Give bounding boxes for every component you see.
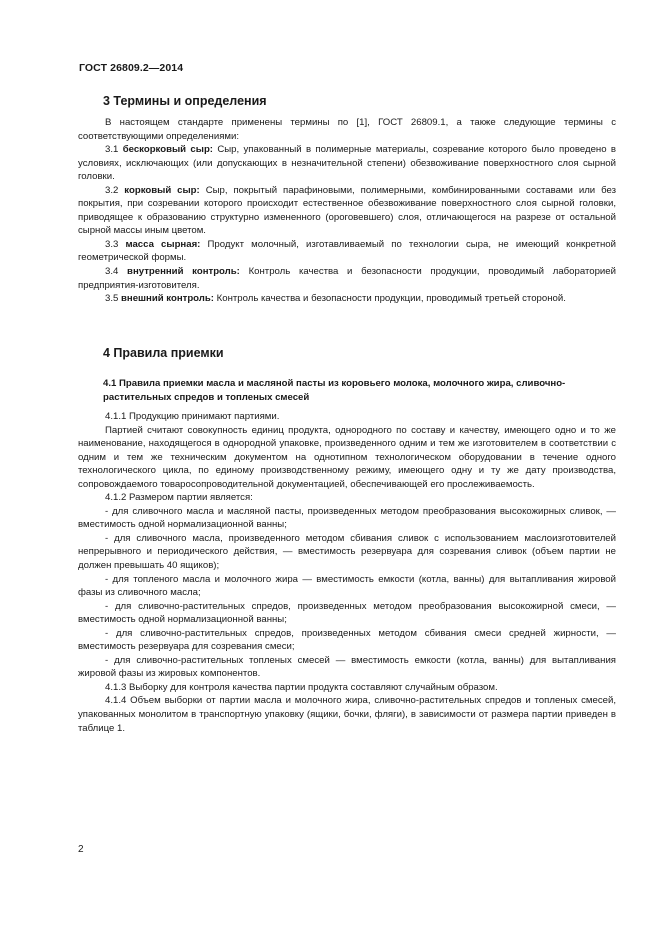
list-item: - для топленого масла и молочного жира — вместимость емкости (котла, ванны) для вытапливания жировой фазы из сливочного масла; (78, 573, 616, 599)
list-item: - для сливочно-растительных топленых смесей — вместимость емкости (котла, ванны) для вытапливания жировой фазы из жировых компонентов. (78, 654, 616, 680)
list-item: - для сливочного масла и масляной пасты, произведенных методом преобразования высокожирных сливок, — вместимость одной нормализационной ванны; (78, 505, 616, 531)
term-3-1 (78, 143, 616, 184)
section-3-intro: В настоящем стандарте применены термины по [1], ГОСТ 26809.1, а также следующие термины с соответствующими определениями: (78, 117, 616, 142)
term-number: 3.3 (105, 238, 119, 250)
subsection-4-1-heading: 4.1 Правила приемки масла и масляной пасты из коровьего молока, молочного жира, сливочно-растительных спредов и топленых смесей (103, 378, 566, 403)
list-item: - для сливочно-растительных спредов, произведенных методом сбивания смеси средней жирности, — вместимость резервуара для созревания смеси; (78, 627, 616, 653)
paragraph: 4.1.3 Выборку для контроля качества партии продукта составляют случайным образом. (105, 681, 498, 693)
paragraph: Партией считают совокупность единиц продукта, однородного по составу и качеству, имеющего одно и то же наименование, находящегося в однородной упаковке, произведенного одним и тем же изготовителем в соответствии с одним и тем же техническим документом на однотипном технологическом оборудовании в течение одного технологического цикла, по единому производственному режиму, имеющего одну и ту же дату производства, сопровождаемого товаросопроводительной документацией, обеспечивающей его прослеживаемость. (78, 424, 616, 490)
section-3-body (78, 116, 616, 306)
paragraph: 4.1.4 Объем выборки от партии масла и молочного жира, сливочно-растительных спредов и топленых смесей, упакованных монолитом в транспортную упаковку (ящики, бочки, фляги), в зависимости от размера партии приведен в таблице 1. (78, 695, 616, 734)
section-3-heading: 3 Термины и определения (103, 94, 267, 108)
term-number: 3.4 (105, 266, 119, 278)
standard-header: ГОСТ 26809.2—2014 (79, 62, 184, 74)
list-item: - для сливочного масла, произведенного методом сбивания сливок с использованием маслоизготовителей непрерывного и периодического действия, — вместимость резервуара для созревания сливок (объем партии не должен превышать 40 ящиков); (78, 532, 616, 572)
term-definition: Контроль качества и безопасности продукции, проводимый лабораторией предприятия-изготовителя. (78, 266, 616, 291)
term-number: 3.5 (105, 293, 119, 305)
term-name: бескорковый сыр: (122, 144, 213, 156)
term-name: масса сырная: (125, 238, 201, 250)
term-3-2 (78, 184, 616, 238)
term-3-3 (78, 238, 616, 265)
page-number: 2 (78, 844, 84, 855)
term-definition: Сыр, покрытый парафиновыми, полимерными, комбинированными составами или без покрытия, при созревании которого происходит естественное обезвоживание поверхностного слоя сырной головки, приводящее к образованию структурно измененного (ороговевшего) слоя, отличающегося на разрезе от остальной сырной массы иным цветом. (78, 184, 617, 237)
term-definition: Сыр, упакованный в полимерные материалы, созревание которого было проведено в условиях, исключающих (или допускающих в незначительной степени) обезвоживание поверхностного слоя сырной головки. (78, 144, 616, 183)
term-name: внутренний контроль: (127, 266, 240, 278)
term-number: 3.1 (105, 144, 119, 156)
term-definition: Контроль качества и безопасности продукции, проводимый третьей стороной. (216, 293, 566, 305)
term-number: 3.2 (105, 184, 119, 196)
term-name: внешний контроль: (121, 293, 214, 305)
term-name: корковый сыр: (124, 184, 200, 196)
term-3-4 (78, 265, 616, 292)
list-item: - для сливочно-растительных спредов, произведенных методом преобразования высокожирной смеси, — вместимость одной нормализационной ванны; (78, 600, 616, 626)
paragraph: 4.1.1 Продукцию принимают партиями. (105, 411, 280, 422)
section-4-body (78, 410, 616, 735)
term-3-5 (78, 292, 616, 306)
term-definition: Продукт молочный, изготавливаемый по технологии сыра, не имеющий конкретной геометрической формы. (78, 238, 616, 264)
section-4-heading: 4 Правила приемки (103, 346, 224, 360)
paragraph: 4.1.2 Размером партии является: (105, 492, 253, 504)
